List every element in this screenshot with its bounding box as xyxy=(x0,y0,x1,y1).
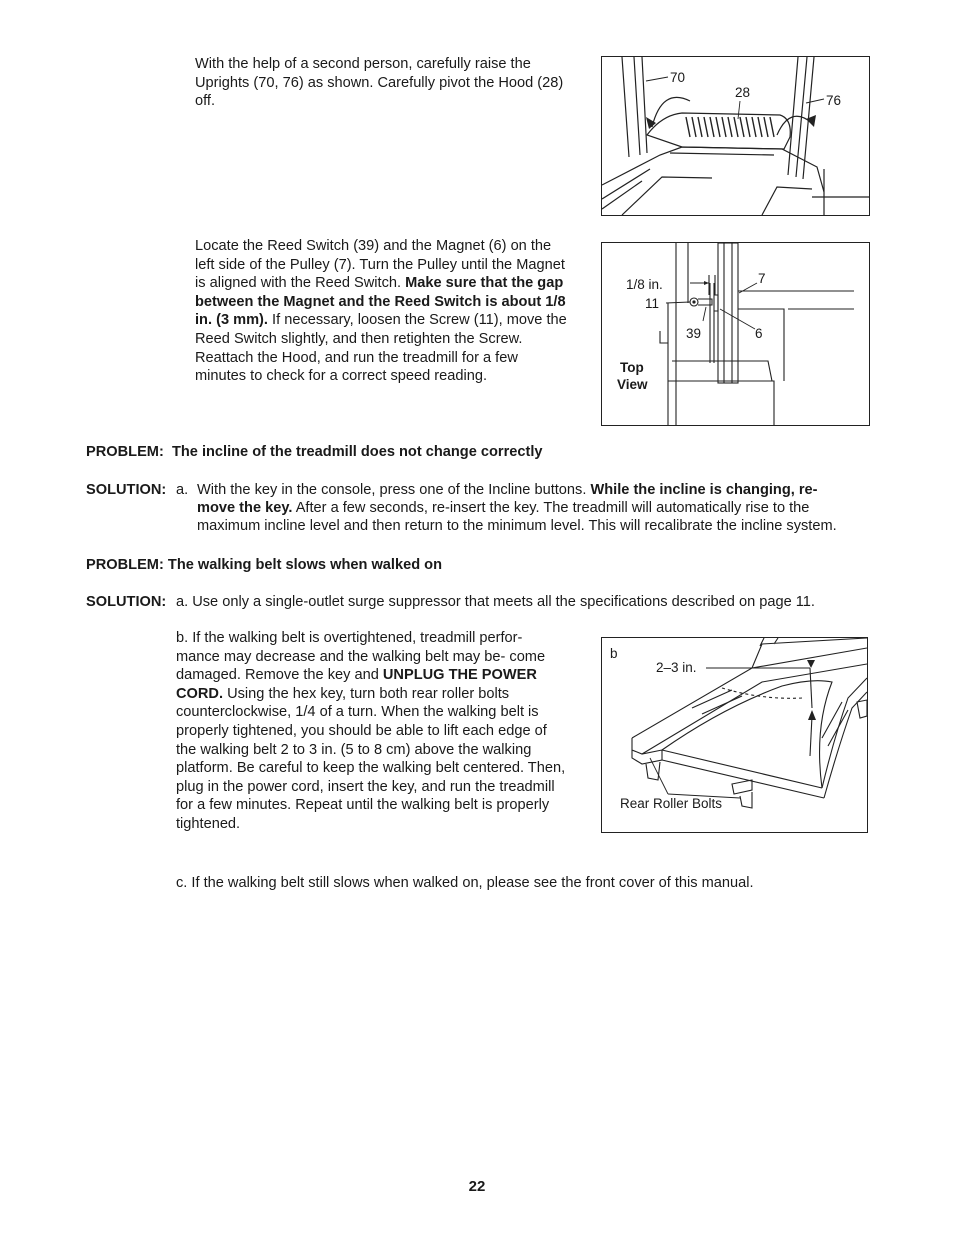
label-pulley-7: 7 xyxy=(758,271,766,286)
solution1-text-a: With the key in the console, press one of the Incline buttons. xyxy=(197,482,587,498)
label-top-view-top: Top xyxy=(620,360,644,375)
label-top-view-view: View xyxy=(617,377,648,392)
solution2-item-c: c. If the walking belt still slows when walked on, please see the front cover of this manual. xyxy=(176,875,754,891)
page-number: 22 xyxy=(468,1178,486,1195)
solution2-item-b xyxy=(176,629,566,834)
solution1-line1 xyxy=(197,481,818,500)
solution2-item-b-text-a: b. If the walking belt is overtightened, treadmill perfor- mance may decrease and the walking belt may be- come damaged. Remove the key and xyxy=(176,630,546,684)
step2-text-a: Locate the Reed Switch (39) and the Magnet (6) on the left side of the Pulley (7). Turn the Pulley until the Magnet is aligned with the Reed Switch. xyxy=(195,238,565,292)
label-reed-switch-39: 39 xyxy=(686,326,702,341)
problem2-label: PROBLEM: xyxy=(86,557,164,573)
step2-text xyxy=(195,237,567,386)
solution1-marker: a. xyxy=(176,482,189,498)
step1-text: With the help of a second person, carefully raise the Uprights (70, 76) as shown. Carefully pivot the Hood (28) off. xyxy=(195,56,564,110)
solution2-item-b-text-b: Using the hex key, turn both rear roller bolts counterclockwise, 1/4 of a turn. When the walking belt is properly tightened, you should be able to lift each edge of the walking belt 2 to 3 in. (5 to 8 cm) above the walking platform. Be careful to keep the walking belt centered. Then, plug in the power cord, insert the key, and run the treadmill for a few minutes. Repeat until the walking belt is properly tightened. xyxy=(176,685,566,832)
solution1-text-b: After a few seconds, re-insert the key. The treadmill will automatically rise to the xyxy=(295,500,810,516)
solution1-label: SOLUTION: xyxy=(86,482,167,498)
label-rear-roller-bolts: Rear Roller Bolts xyxy=(620,796,723,811)
problem1-heading xyxy=(86,443,543,462)
reed-switch-illustration xyxy=(602,243,869,425)
figure-rear-roller-bolts xyxy=(601,637,868,833)
problem1-text: The incline of the treadmill does not change correctly xyxy=(171,444,543,460)
label-magnet-6: 6 xyxy=(755,326,763,341)
solution2-item-b-bold: UNPLUG THE POWER CORD. xyxy=(176,667,537,702)
solution2-label: SOLUTION: xyxy=(86,594,167,610)
label-hood-28: 28 xyxy=(735,85,751,100)
problem1-label: PROBLEM: xyxy=(86,444,164,460)
figure-uprights-hood xyxy=(601,56,870,216)
label-letter-b: b xyxy=(610,646,618,661)
solution1-line2 xyxy=(197,499,809,518)
figure-reed-switch xyxy=(601,242,870,426)
step2-text-bold: Make sure that the gap between the Magnet and the Reed Switch is about 1/8 in. (3 mm). xyxy=(195,275,566,329)
label-upright-70: 70 xyxy=(670,70,686,85)
label-screw-11: 11 xyxy=(645,296,660,311)
solution2-item-a: a. Use only a single-outlet surge suppressor that meets all the specifications described on page 11. xyxy=(176,594,815,610)
label-upright-76: 76 xyxy=(826,93,842,108)
problem2-text: The walking belt slows when walked on xyxy=(167,557,442,573)
step2-text-b: If necessary, loosen the Screw (11), move the Reed Switch slightly, and then retighten the Screw. Reattach the Hood, and run the treadmill for a few minutes to check for a correct speed reading. xyxy=(195,312,567,385)
solution1-text-c: maximum incline level and then return to the minimum level. This will recalibrate the incline system. xyxy=(197,518,837,534)
solution1-bold-2: move the key. xyxy=(197,500,293,516)
problem2-heading xyxy=(86,556,442,575)
label-gap: 1/8 in. xyxy=(626,277,663,292)
treadmill-hood-illustration xyxy=(602,57,869,215)
solution1-bold-1: While the incline is changing, re- xyxy=(590,482,818,498)
label-lift-2-3-in: 2–3 in. xyxy=(656,660,697,675)
